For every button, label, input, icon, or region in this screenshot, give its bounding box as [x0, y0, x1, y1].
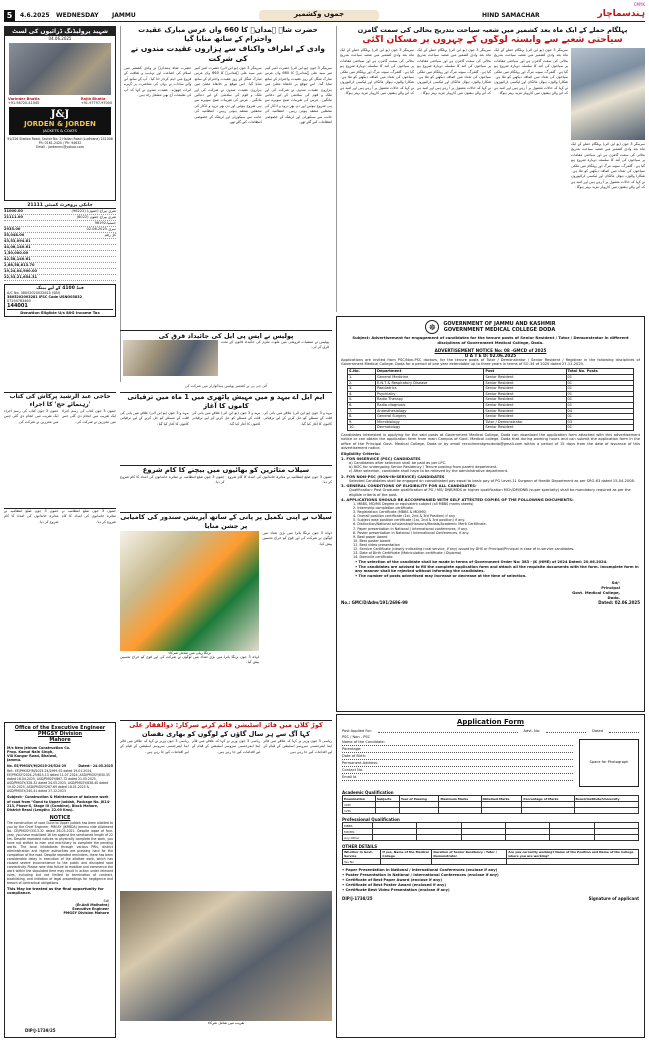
haji-headline: حاجی عبد الرشید پرکاش کی کتاب 'رہنمائے حج' کا اجراء	[9, 393, 111, 408]
gmc-eligibility-title: Eligibility Criteria:	[341, 450, 381, 456]
application-form	[336, 714, 645, 1038]
ad-photo	[9, 43, 111, 95]
police-photo	[123, 340, 218, 376]
bank-box	[4, 284, 116, 317]
bullet-item: • The number of posts advertised may increase or decrease at the time of selection.	[355, 573, 527, 578]
table-cell: Radio Therapy	[375, 397, 483, 403]
cmyk-mark: CMYK	[633, 2, 645, 7]
table-cell: Psychiatry	[375, 391, 483, 397]
gmc-notice-no: ADVERTISEMENT NOTICE No: 08 -GMCD of 2025	[434, 347, 547, 353]
pmgsy-title-2: Mahore	[49, 737, 71, 743]
ad-date: 04.06.2025	[48, 36, 72, 41]
tourism-story	[336, 26, 645, 312]
table-cell: Yes No	[343, 859, 381, 865]
rally-photo	[120, 531, 259, 651]
tourism-headline-2: سیاحتی شعبے سے وابستہ لوگوں کے چہروں پر مسکان آگئی	[362, 35, 623, 45]
ad-contact-1: Varinder Bhatia	[8, 97, 40, 101]
haji-col-1: جموں 3 جون کتاب کی رسم اجراء ایک تقریب میں انجام دی گئی جس میں معززین نے شرکت کی۔	[4, 409, 59, 424]
bank-title: فنڈ 4100 کے لیے بینک	[36, 286, 84, 291]
gmc-bullets	[341, 560, 640, 578]
gmc-sec3-title: 3. GENERAL CONDITIONS OF ELIGIBILITY FOR ALL CANDIDATES:	[341, 483, 477, 489]
donation-amount: 2935.00	[4, 227, 21, 231]
table-cell: 01	[566, 402, 634, 408]
list-item: 10. Best poster award	[353, 538, 391, 543]
gmc-sec2-title: 2. FOR NON-PSC (NON-IN-SERVICE) CANDIDATES	[341, 473, 445, 479]
professional-table	[342, 822, 639, 841]
table-cell: 5.	[347, 397, 375, 403]
table-cell	[594, 835, 638, 841]
list-item: 6. Distinction/National scholarship/Honours/Medals/Academic Merit Certificate.	[353, 522, 487, 527]
police-body: پولیس نے منشیات فروشی میں ملوث ملزم کی جائیداد قانون کے تحت قرق کر لی۔	[221, 340, 329, 350]
paper-logo: ہندسماچار	[597, 9, 645, 19]
ad-contact-2: Rajib Bhatia	[80, 97, 106, 101]
table-cell: General Medicine	[375, 375, 483, 381]
pmgsy-body: The construction of road Gund to Upper Juddah has been allotted to you by the Chief Engineer, PMGSY (JKRRDA) Jammu vide Allotment No. CE/PMGSY/3313-32 dated 28-03-2021. Despite lapse of four-year, you have mobilized 16 km against the sanctioned length of 22 km. Despite repeated notices to physically complete the work, you have not shifted to men and machinery to complete the pending works. The local inhabitants through various PRIs, district administration and higher authorities are pressing hard for the completion of the road. Despite repeated reminders, there has been considerable delay in execution of the allotted work, which has caused severe inconvenience to the public and disrupted road connectivity. Please note that failure to mobilize and commence the work within the stipulated time may result in action under relevant rules, including but not limited to termination of contract, blacklisting, and initiation of legal proceedings for negligence and breach of contractual obligations.	[7, 820, 113, 885]
govt-subheadline: کہا آگ سے ہر سال گاؤں کے لوگوں کو بھاری نقصان	[141, 730, 310, 738]
haji-col-2: جموں 3 جون کتاب کی رسم اجراء ایک تقریب میں انجام دی گئی جس میں معززین نے شرکت کی۔	[61, 409, 116, 424]
form-dip: DIP/J-1738/25	[342, 896, 373, 901]
form-signature: Signature of applicant	[588, 896, 639, 901]
table-cell: Senior Resident	[484, 391, 566, 397]
donation-label: شری بیراج جموں (8022)	[76, 215, 116, 219]
donation-amount: 21111.00	[4, 215, 23, 219]
table-cell	[439, 808, 481, 814]
table-cell: General Surgery	[375, 414, 483, 420]
table-header: Duration of Senior Residency / Tutor / Demonstrator	[432, 850, 507, 859]
left-filler-col-2: جموں 3 جون ضلع انتظامیہ نے متاثرہ خاندانوں کی امداد کا کام شروع کر دیا۔	[61, 509, 116, 524]
brand-name: JORDEN & JORDEN	[24, 120, 96, 128]
list-item: 9. Best paper Award	[353, 534, 388, 539]
table-header: Subjects	[375, 796, 399, 802]
tourism-col-2: سرینگر 3 جون (یو این آئی) پہلگام حملے کے ایک ماہ بعد وادی کشمیر میں شعبہ سیاحت بتدریج بحالی کی سمت گامزن ہے اور سیاحتی مقامات پر سیاحوں کی آمد کا سلسلہ دوبارہ شروع ہو گیا ہے۔ گلمرگ، سونہ مرگ اور پہلگام میں ملکی سیاحوں کی تعداد میں اضافہ دیکھنے کو ملا ہے۔ شکارا والوں، ہوٹل مالکان اور ٹیکسی ڈرائیوروں نے کہا کہ حالات معمول پر آ رہے ہیں اور امید ہے کہ آنے والے ہفتوں میں کاروبار مزید بہتر ہوگا۔	[417, 48, 491, 96]
pmgsy-sign-2: (Er.Anil Malhotra)	[75, 902, 109, 907]
lead-body-col-2: سرینگر 3 جون (یو این آئی) حضرت امیر کبیر میر سید علی ہمدانیؒ کا 660 واں عرس مبارک منگل کے روز عقیدت واحترام کے ساتھ منایا گیا۔ اس موقع پر خانقاہ معلیٰ میں ہزاروں عقیدت مندوں نے شرکت کی اور ملک و قوم کی سلامتی کے لیے دعائیں مانگیں۔ عرس کی تقریبات صبح سویرے سے ہی شروع ہوئیں اور دن بھر درود و اذکار کی محفلیں منعقد ہوتی رہیں۔ انتظامیہ کی جانب سے سیکورٹی اور ٹریفک کے خصوصی انتظامات کیے گئے تھے۔	[194, 66, 262, 125]
city: JAMMU	[112, 12, 136, 19]
pmgsy-notice-label: NOTICE	[49, 814, 71, 821]
nursery-col-1: جموں 3 جون ضلع انتظامیہ نے متاثرہ خاندانوں کی امداد کا کام شروع کر دیا۔	[120, 475, 225, 485]
list-item: 2. Internship completion certificate.	[353, 506, 414, 511]
list-item: 13. Date of Birth Certificate (Matriculation certificate / Diploma)	[353, 551, 462, 556]
form-field: Date of Birth:	[342, 753, 573, 760]
table-cell	[417, 835, 461, 841]
bank-account: A/C No. 38052020032815 (SBI)	[7, 291, 61, 295]
list-item: • Poster Presentation in National / International Conferences (enclose if any)	[342, 873, 499, 877]
pmgsy-ref-no: No. EE/PMGSY/M/2025-26/524-29	[7, 764, 67, 768]
list-item: 7. Paper presentation in National / International conferences, if any.	[353, 526, 468, 531]
masthead	[4, 10, 645, 22]
gmc-sec1-title: 1. FOR INSERVICE (PSC) CANDIDATES	[341, 455, 421, 461]
pmgsy-title-1: Office of the Executive Engineer PMGSY Division	[14, 725, 106, 737]
donation-amount: 44,08,140.61	[4, 245, 31, 249]
table-cell: MD/MS	[343, 829, 373, 835]
table-cell: 12th	[343, 808, 376, 814]
nursery-story	[120, 465, 332, 509]
gmc-emblem-icon: ☸	[425, 320, 439, 334]
form-fields	[342, 739, 573, 787]
form-psc-label: PSC / Non - PSC	[342, 735, 371, 739]
lead-story	[120, 26, 332, 382]
table-cell: 01	[566, 414, 634, 420]
table-cell: 3.	[347, 386, 375, 392]
table-header: Total No. Posts	[566, 369, 634, 375]
academic-title: Academic Qualification	[342, 790, 394, 795]
donation-amount: 42,58,140.61	[4, 257, 31, 261]
list-item: 12. Service Certificate (clearly indicating rural service, if any) issued by DHS or Principal/Principal in case of in-service candidates.	[353, 547, 575, 552]
section-title: جموں وکشمیر	[259, 10, 379, 21]
gmc-college: GOVERNMENT MEDICAL COLLEGE DODA	[443, 327, 556, 333]
gmc-sec4-items	[341, 502, 640, 559]
donation-amount: 43,53,094.61	[4, 239, 31, 243]
weekday: WEDNESDAY	[56, 12, 99, 19]
pmgsy-dated: Dated:- 24.05.2025	[78, 764, 113, 768]
list-item: • Paper Presentation in National / International Conferences (enclose if any)	[342, 868, 498, 872]
haji-story	[4, 392, 116, 504]
pmgsy-subject: Subject:- Construction & Maintenance of balance work of road from "Gund to Upper Juddah, Package No. JK14-213, Phase-X, Stage III (Combine), Block Mahore, District Reasi (Length= 22.00 Kms).	[7, 795, 111, 812]
pmgsy-notice	[4, 722, 116, 1038]
ad-address: 91/226 Station Road, Sector No. 2 Hallan Road (Ludhiana) 141008 Ph: 0161-2420 / Ph: 94632	[7, 137, 113, 145]
form-field: Contact No.	[342, 767, 573, 774]
form-field: Parentage:	[342, 746, 573, 753]
table-header: Examination	[343, 796, 376, 802]
bullet-item: • The selection of the candidate shall be made in terms of Government Order No: 383 - JK (HME) of 2024 Dated: 20.06.2024.	[355, 560, 608, 565]
table-cell: Radio-diagnosis	[375, 402, 483, 408]
lead-body-col-3: سرینگر 3 جون (یو این آئی) حضرت امیر کبیر میر سید علی ہمدانیؒ کا 660 واں عرس مبارک منگل کے روز عقیدت واحترام کے ساتھ منایا گیا۔ اس موقع پر خانقاہ معلیٰ میں ہزاروں عقیدت مندوں نے شرکت کی اور ملک و قوم کی سلامتی کے لیے دعائیں مانگیں۔ عرس کی تقریبات صبح سویرے سے ہی شروع ہوئیں اور دن بھر درود و اذکار کی محفلیں منعقد ہوتی رہیں۔ انتظامیہ کی جانب سے سیکورٹی اور ٹریفک کے خصوصی انتظامات کیے گئے تھے۔	[264, 66, 332, 125]
table-cell: 4.	[347, 391, 375, 397]
list-item: 8. Poster presentation in National / International Conferences, if any.	[353, 530, 470, 535]
table-cell	[522, 808, 574, 814]
gmc-gov: GOVERNMENT OF JAMMU AND KASHMIR	[443, 321, 556, 327]
pmgsy-dip: DIP/J-1739/25	[25, 1028, 56, 1033]
donation-amount: 19,24,04,900.00	[4, 269, 37, 273]
donation-amount: 22,33,21,654.31	[4, 275, 37, 279]
pmgsy-address-2: Prop. Kamal Nain Singh,	[7, 750, 54, 754]
list-item: 14. Domicile certificate.	[353, 555, 394, 560]
table-cell	[432, 859, 507, 865]
ad-title: شہید پرولیڈنگ ڈرائیوں کی لسٹ	[5, 27, 115, 36]
donation-amount: 1,50,000.00	[4, 251, 29, 255]
table-cell: 03	[566, 419, 634, 425]
list-item: c) After selection, candidate shall have to be relieved by the administrative department.	[349, 469, 509, 474]
pmgsy-address-4: Jammu.	[7, 758, 22, 762]
donation-amount: 2,68,58,613.70	[4, 263, 35, 267]
gmc-ref-no: No.: GMC/D/Adm/191/2696-99	[341, 599, 408, 605]
table-header: Obtained Marks	[481, 796, 522, 802]
table-cell: Paediatrics	[375, 386, 483, 392]
table-cell	[381, 859, 432, 865]
list-item: • Certificate of Best Paper Award (enclose if any)	[342, 878, 442, 882]
table-cell: 01	[566, 391, 634, 397]
table-header: Department	[375, 369, 483, 375]
gmc-sec3-body: Qualification: Post Graduate qualification of PG / MS/ DNB/MDS or higher qualification MCh/DM/DNB (super specialty) shall be mandatory required as per the eligible criteria of the post.	[349, 488, 631, 497]
brand-logo: J&J	[50, 109, 70, 120]
donation-footer: Donation Eligible U/s 80G Income Tax	[7, 309, 113, 315]
professional-title: Professional Qualification	[342, 817, 400, 822]
gmc-date: D A T E D: 02.06.2025	[464, 352, 517, 358]
list-item: 3. Registration Certificate (MBBS & MD/MS)	[353, 510, 427, 515]
water-col-1: بیہد و 3 جون (یو این آئی) علاقے میں پانی کی قلت کے مسئلے کو حل کرنے کے لیے ترقیاتی کاموں کا آغاز کیا گیا۔	[120, 411, 189, 426]
lead-headline-2: وادی کے اطراف واکناف سے ہزاروں عقیدت مندوں نے کی شرکت	[131, 44, 325, 63]
pmgsy-sign-1: Sd/	[103, 898, 109, 903]
govt-photo	[120, 891, 332, 1021]
govt-story	[120, 720, 332, 1038]
govt-col-1: ریاسی 3 جون وزیر نے کہا کہ علاقے میں فائر اینڈ ایمرجنسی سروسز اسٹیشن کے قیام کے لیے اقدامات کیے جا رہے ہیں۔	[120, 739, 189, 754]
table-cell	[507, 859, 639, 865]
table-cell: 9.	[347, 419, 375, 425]
table-cell	[481, 808, 522, 814]
gmc-intro: Applications are invited from PSC/Non-PSC doctors, for the tenure posts of Tutor / Demonstrator / Senior Resident / Registrar in the following disciplines of Government Medical College, Doda for a period of one year extendable up to three years in terms of SO-34 of 2020 dated 27-11-2020.	[341, 357, 640, 366]
left-filler-col-1: جموں 3 جون ضلع انتظامیہ نے متاثرہ خاندانوں کی امداد کا کام شروع کر دیا۔	[4, 509, 59, 524]
rally-col-low: ڈوڈہ 3 جون ترنگا یاترا میں بڑی تعداد میں لوگوں نے شرکت کی اور فوج کو خراج تحسین پیش کیا۔	[120, 655, 260, 665]
police-headline: پولیس نے ایس پی ایل کی جائیداد قرق کی	[158, 332, 294, 340]
table-cell: 01	[566, 386, 634, 392]
table-cell: 04	[566, 408, 634, 414]
date: 4.6.2025	[20, 12, 50, 19]
table-cell	[373, 835, 417, 841]
form-advt-label: Advt. No:	[523, 729, 541, 733]
table-cell: 8.	[347, 414, 375, 420]
pmgsy-final: This May be treated as the final opportunity for compliance.	[7, 886, 104, 895]
table-cell	[461, 835, 505, 841]
table-cell: Senior Resident	[484, 408, 566, 414]
rally-col-1: ڈوڈہ 3 جون ترنگا یاترا میں بڑی تعداد میں لوگوں نے شرکت کی اور فوج کو خراج تحسین پیش کیا۔	[262, 531, 332, 546]
donation-rows	[4, 209, 116, 281]
table-header: If yes, Name of the Medical College	[381, 850, 432, 859]
gmc-sec2-body: Selected Candidates shall be engaged on consolidated pay equal to basic pay of PG Level-11 Surgeon of Health Department as per SRO-63 dated 15-04-2008.	[349, 478, 635, 483]
table-cell	[574, 808, 638, 814]
table-cell: E.N.T & Respiratory Disease	[375, 380, 483, 386]
govt-col-3: ریاسی 3 جون وزیر نے کہا کہ علاقے میں فائر اینڈ ایمرجنسی سروسز اسٹیشن کے قیام کے لیے اقدامات کیے جا رہے ہیں۔	[263, 739, 333, 754]
table-cell: Senior Resident	[484, 414, 566, 420]
page-number: 5	[4, 10, 15, 21]
donation-label: شری بیراج (جموں) (96222)	[71, 209, 116, 213]
table-row	[343, 835, 639, 841]
tourism-col-3: سرینگر 3 جون (یو این آئی) پہلگام حملے کے ایک ماہ بعد وادی کشمیر میں شعبہ سیاحت بتدریج بحالی کی سمت گامزن ہے اور سیاحتی مقامات پر سیاحوں کی آمد کا سلسلہ دوبارہ شروع ہو گیا ہے۔ گلمرگ، سونہ مرگ اور پہلگام میں ملکی سیاحوں کی تعداد میں اضافہ دیکھنے کو ملا ہے۔ شکارا والوں، ہوٹل مالکان اور ٹیکسی ڈرائیوروں نے کہا کہ حالات معمول پر آ رہے ہیں اور امید ہے کہ آنے والے ہفتوں میں کاروبار مزید بہتر ہوگا۔	[494, 48, 568, 96]
table-header: Whether in Govt. Service	[343, 850, 381, 859]
form-post-label: Post Applied For:	[342, 729, 373, 733]
brand-block	[9, 107, 111, 135]
table-cell: Any Other	[343, 835, 373, 841]
govt-col-2: ریاسی 3 جون وزیر نے کہا کہ علاقے میں فائر اینڈ ایمرجنسی سروسز اسٹیشن کے قیام کے لیے اقدامات کیے جا رہے ہیں۔	[191, 739, 261, 754]
list-item: 1. MBBS, MD/MS Degree or equivalent subject (all MBBS marks sheets)	[353, 502, 474, 506]
water-col-2: بیہد و 3 جون (یو این آئی) علاقے میں پانی کی قلت کے مسئلے کو حل کرنے کے لیے ترقیاتی کاموں کا آغاز کیا گیا۔	[191, 411, 261, 426]
ad-email: Email : jordenmc@yahoo.com	[36, 145, 84, 149]
pmgsy-address-1: M/s New Jehlum Construction Co.	[7, 746, 71, 750]
list-item: 4. Overall position certificate (1st, 2nd & 3rd Position) if any.	[353, 514, 456, 519]
table-cell: Anaesthesiology	[375, 408, 483, 414]
table-cell: 01	[566, 397, 634, 403]
pmgsy-address-3: Vill Kangar Road, Bhalwal,	[7, 754, 58, 758]
gmc-notice	[336, 316, 645, 712]
table-cell: 10.	[347, 425, 375, 431]
bullet-item: • The candidates are advised to fill the complete application form and attach all the requisite documents with the form. Incomplete form in any manner shall be rejected without informing the candidates.	[355, 564, 639, 574]
police-story	[120, 330, 332, 382]
table-row	[343, 808, 639, 814]
donation-header: جانکی پروفرٹ کمیٹی 21111	[4, 203, 116, 209]
table-cell: 01	[566, 375, 634, 381]
gmc-posts-table	[347, 368, 634, 431]
table-cell: Senior Resident	[484, 402, 566, 408]
bottom-items	[342, 868, 639, 893]
table-cell: Senior Resident	[484, 425, 566, 431]
table-cell: Senior Resident	[484, 375, 566, 381]
water-headline: ایم ایل اے بیہد و میں مہیش پاٹھری میں 1 ماہ میں ترقیاتی کاموں کا آغاز	[127, 393, 325, 410]
gmc-sign-2: Principal	[601, 584, 620, 590]
other-details-title: OTHER DETAILS	[342, 844, 378, 849]
form-field: Permanent Address:	[342, 760, 573, 767]
table-row	[347, 425, 633, 431]
table-header: Year of Passing	[399, 796, 439, 802]
form-field: Email Id	[342, 774, 573, 781]
table-cell: Tutor / Demonstrator	[484, 419, 566, 425]
nursery-headline: سیلاب متاثرین کو بھائیوں میں بیچنے کا کام شروع	[142, 466, 310, 474]
pmgsy-sign-4: PMGSY Division Mahore	[63, 910, 109, 915]
other-details-table	[342, 849, 639, 865]
donation-list	[4, 203, 116, 383]
form-title: Application Form	[456, 718, 525, 726]
tourism-headline-1: پہلگام حملے کے ایک ماہ بعد کشمیر میں شعبہ سیاحت بتدریج بحالی کی سمت گامزن	[357, 26, 628, 34]
list-item: a) Candidates after selection shall be paid as per LPC.	[349, 460, 447, 465]
police-caption: آئی جی پی نے کشمیر پولیس ہیڈکوارٹر میں شرکت کی	[184, 384, 268, 388]
table-header: S.No.	[347, 369, 375, 375]
gmc-sign-3: Govt. Medical College,	[572, 589, 620, 595]
water-story	[120, 392, 332, 462]
left-filler-story	[4, 508, 116, 718]
lead-headline-1: حضرت شاہ ہمدانؒ کا 660 واں عرس مبارک عقیدت واحترام کے ساتھ منایا گیا	[138, 26, 318, 43]
table-cell	[399, 808, 439, 814]
table-cell: 1.	[347, 375, 375, 381]
pmgsy-sign-3: Executive Engineer	[72, 906, 109, 911]
gmc-sec1-items	[341, 461, 640, 474]
table-header: Maximum Marks	[439, 796, 481, 802]
list-item: • Certificate of Best Poster Award (enclosed if any)	[342, 883, 446, 887]
gmc-sign-4: Doda.	[607, 594, 620, 600]
donation-label: سری 02.06.2025	[86, 227, 116, 231]
donation-label: جسنیا-96192	[94, 221, 116, 225]
tourism-col-4: سرینگر 3 جون (یو این آئی) پہلگام حملے کے ایک ماہ بعد وادی کشمیر میں شعبہ سیاحت بتدریج بحالی کی سمت گامزن ہے اور سیاحتی مقامات پر سیاحوں کی آمد کا سلسلہ دوبارہ شروع ہو گیا ہے۔ گلمرگ، سونہ مرگ اور پہلگام میں ملکی سیاحوں کی تعداد میں اضافہ دیکھنے کو ملا ہے۔ شکارا والوں، ہوٹل مالکان اور ٹیکسی ڈرائیوروں نے کہا کہ حالات معمول پر آ رہے ہیں اور امید ہے کہ آنے والے ہفتوں میں کاروبار مزید بہتر ہوگا۔	[571, 142, 645, 190]
table-header: Percentage of Marks	[522, 796, 574, 802]
table-cell: 01	[566, 425, 634, 431]
bank-ifsc: 3805202003281 IFSC Code USNO03832	[7, 295, 82, 299]
bank-phone: 07254783460	[7, 299, 31, 303]
list-item: • Certificate Best Video Presentation (enclose if any)	[342, 888, 450, 892]
gmc-subject: Subject: Advertisement for engagement of candidates for the tenure posts of Senior Resident / Tutor / Demonstrator in different disciplines of Government Medical College, Doda.	[352, 335, 629, 345]
table-header: Post	[484, 369, 566, 375]
nursery-col-2: جموں 3 جون ضلع انتظامیہ نے متاثرہ خاندانوں کی امداد کا کام شروع کر دیا۔	[227, 475, 332, 485]
brand-tagline: JACKETS & COATS	[43, 128, 77, 133]
publisher-name: HIND SAMACHAR	[482, 12, 540, 19]
donation-amount: 55,048.00	[4, 233, 25, 237]
table-cell	[550, 835, 594, 841]
donation-label: کل رقم	[104, 233, 116, 237]
table-cell: Senior Resident	[484, 397, 566, 403]
table-cell: 01	[566, 380, 634, 386]
govt-headline: کوڑ کلاں میں فائر اسٹیشن قائم کرنے سرکار: ذوالفقار علی	[129, 721, 323, 729]
list-item: 5. Subject wise position certificate (1st, 2nd & 3rd position) if any.	[353, 518, 465, 523]
table-header: Board/Institute/University	[574, 796, 638, 802]
water-col-3: بیہد و 3 جون (یو این آئی) علاقے میں پانی کی قلت کے مسئلے کو حل کرنے کے لیے ترقیاتی کاموں کا آغاز کیا گیا۔	[263, 411, 333, 426]
photo-box: Space for Photograph	[579, 739, 639, 787]
tourism-photo	[571, 48, 645, 140]
table-cell: Senior Resident	[484, 380, 566, 386]
table-cell	[505, 835, 549, 841]
table-cell: Microbiology	[375, 419, 483, 425]
table-cell: MBBS	[343, 823, 373, 829]
gmc-interest: Candidates interested in applying for the said posts at Government Medical College, Doda can download the application form attached with this advertisement notice or can obtain the application form from main Campus of Govt. Medical college, Doda that during working hours and can submit the application form in the office of the Principal Govt. Medical College, Doda or by email recruitmentgmcdoda@gmail.com within a period of 15 days from the date of issuance of this advertisement notice.	[341, 432, 640, 451]
form-dated-label: Dated	[592, 729, 603, 733]
gmc-sec4-title: 4. APPLICATIONS SHOULD BE ACCOMPANIED WITH SELF ATTESTED COPIES OF THE FOLLOWING DOCUMENTS:	[341, 497, 574, 502]
table-cell	[375, 808, 399, 814]
table-cell: 10th	[343, 802, 376, 808]
academic-table	[342, 795, 639, 814]
table-cell: 7.	[347, 408, 375, 414]
rally-caption: ترنگا ریلی میں شامل شرکاء	[168, 651, 211, 655]
donation-amount: 31000.00	[4, 209, 23, 213]
bank-pin: 144001	[7, 303, 28, 309]
gmc-ref-date: Dated: 02.06.2025	[598, 599, 640, 605]
table-cell: Dermatology	[375, 425, 483, 431]
list-item: 11. Best video presentation	[353, 542, 400, 547]
govt-caption: تقریب میں شامل شرکاء	[207, 1021, 245, 1025]
donation-row	[4, 275, 116, 281]
table-cell: 6.	[347, 402, 375, 408]
table-cell: 2.	[347, 380, 375, 386]
list-item: b) NOC for undergoing Senior Residency / Tenure posting from parent department.	[349, 464, 498, 469]
table-cell: Senior Resident	[484, 386, 566, 392]
table-header: Are you currently working? Name of the Position and Name of the College where you are working?	[507, 850, 639, 859]
ad-phone-1: +91-98720-41045	[8, 101, 40, 105]
ad-phone-2: +91-97797-97000	[80, 101, 112, 105]
lead-body-col-1: حضرت شاہ ہمدانؒ نے وادی کشمیر میں اسلام کی اشاعت اور تہذیب و ثقافت کے فروغ میں اہم کردار ادا کیا۔ آپ کے ساتھ آنے والے سادات نے یہاں کی معاشرت پر گہرے اثرات چھوڑے۔ عقیدت مندوں نے کہا کہ آپ کی تعلیمات آج بھی مشعل راہ ہیں۔	[124, 66, 192, 98]
jorden-ad	[4, 26, 116, 201]
rally-story	[120, 512, 332, 717]
pmgsy-refs: Ref:- EE/PMGSY/M/2023-24/2999-92 dated 19-01-2024, EE/PMGSY/2024-25/615-13 dated 11-07-2024, ASD/PMGSY/630-35 dated 16-04-2025, ASD/PMGSY/867-72 dated 21.05.2025, ASD/PMGSY/328-32 dated 24.05.2025, ASD/PMGSY/838-40 dated 19.02.2025, ASD/PMGSY/267-69 dated 18.01.2025 & ASD/PMGSY/240-41 dated 27.12.2023	[7, 769, 110, 793]
tourism-col-1: سرینگر 3 جون (یو این آئی) پہلگام حملے کے ایک ماہ بعد وادی کشمیر میں شعبہ سیاحت بتدریج بحالی کی سمت گامزن ہے اور سیاحتی مقامات پر سیاحوں کی آمد کا سلسلہ دوبارہ شروع ہو گیا ہے۔ گلمرگ، سونہ مرگ اور پہلگام میں ملکی سیاحوں کی تعداد میں اضافہ دیکھنے کو ملا ہے۔ شکارا والوں، ہوٹل مالکان اور ٹیکسی ڈرائیوروں نے کہا کہ حالات معمول پر آ رہے ہیں اور امید ہے کہ آنے والے ہفتوں میں کاروبار مزید بہتر ہوگا۔	[340, 48, 414, 96]
form-field: Name of the Candidate:	[342, 739, 573, 746]
rally-headline: سیلاب نے اپنی تکمیل پر پانی کے ساتھ آپریشن سندور کی کامیابی پر جشن منایا	[120, 513, 332, 530]
gmc-sign-1: Sd/-	[611, 579, 620, 585]
